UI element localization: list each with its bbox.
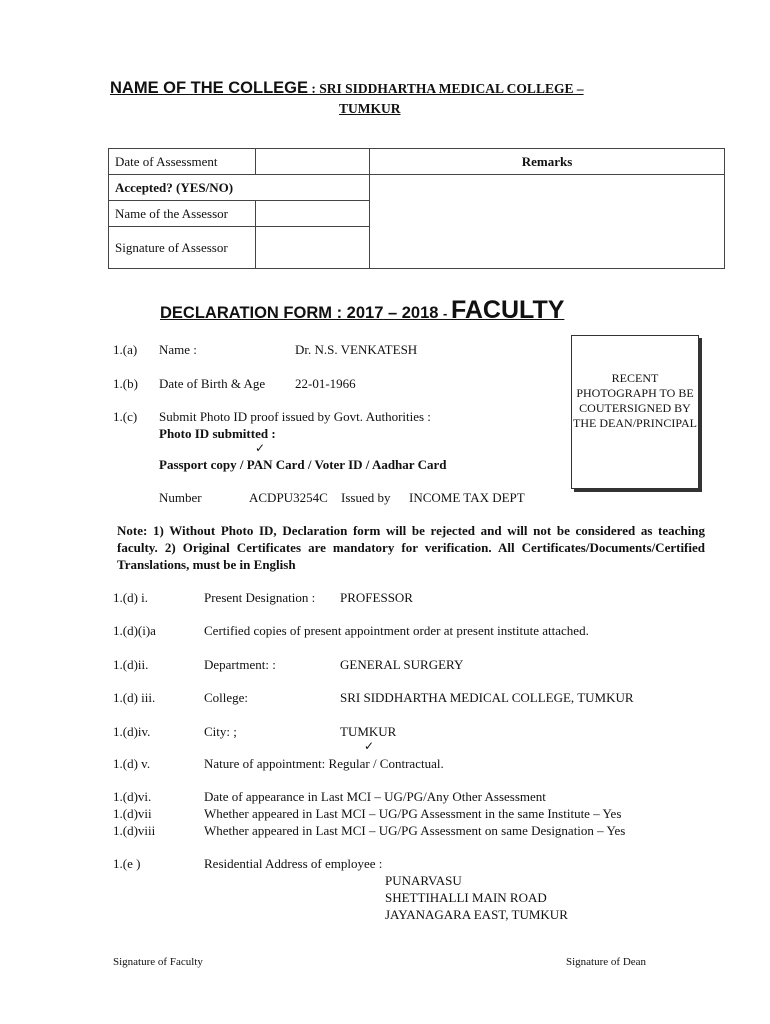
- college-header-city: TUMKUR: [339, 101, 401, 116]
- declaration-title-faculty: FACULTY: [450, 296, 565, 324]
- item-designation2-label: Whether appeared in Last MCI – UG/PG Assessment on same Designation – Yes: [204, 823, 626, 838]
- item-department-value: GENERAL SURGERY: [340, 657, 464, 672]
- field-dob-label: Date of Birth & Age: [159, 376, 266, 391]
- item-certified-label: Certified copies of present appointment order at present institute attached.: [204, 623, 589, 638]
- field-photoid-number-label: Number: [159, 490, 202, 505]
- assessment-label-date: Date of Assessment: [109, 149, 256, 175]
- item-designation-label: Present Designation :: [204, 590, 316, 605]
- college-header: [110, 79, 584, 98]
- remarks-header: Remarks: [370, 149, 725, 175]
- item-college-number: 1.(d) iii.: [113, 690, 156, 705]
- item-city-number: 1.(d)iv.: [113, 724, 151, 739]
- item-nature-number: 1.(d) v.: [113, 756, 151, 771]
- item-address-number: 1.(e ): [113, 856, 141, 871]
- field-name-value: Dr. N.S. VENKATESH: [295, 342, 418, 357]
- college-header-lead: NAME OF THE COLLEGE: [110, 79, 308, 97]
- item-college-label: College:: [204, 690, 249, 705]
- field-photoid-issued-label: Issued by: [341, 490, 391, 505]
- assessment-value-signature[interactable]: [256, 227, 370, 269]
- assessment-label-signature: Signature of Assessor: [109, 227, 256, 269]
- field-photoid-types: Passport copy / PAN Card / Voter ID / Aadhar Card: [159, 457, 447, 472]
- assessment-table: [108, 148, 725, 269]
- field-dob-number: 1.(b): [113, 376, 138, 391]
- item-institute-label: Whether appeared in Last MCI – UG/PG Assessment in the same Institute – Yes: [204, 806, 622, 821]
- item-designation-value: PROFESSOR: [340, 590, 413, 605]
- item-designation2-number: 1.(d)viii: [113, 823, 156, 838]
- field-photoid-label: Submit Photo ID proof issued by Govt. Authorities :: [159, 409, 431, 424]
- declaration-title-dash: -: [443, 306, 451, 321]
- item-city-value: TUMKUR: [340, 724, 397, 739]
- item-city-label: City: ;: [204, 724, 237, 739]
- check-icon: ✓: [255, 441, 266, 455]
- item-college-value: SRI SIDDHARTHA MEDICAL COLLEGE, TUMKUR: [340, 690, 634, 705]
- field-photoid-number: 1.(c): [113, 409, 138, 424]
- item-address-line2: SHETTIHALLI MAIN ROAD: [385, 890, 547, 905]
- assessment-label-accepted: Accepted? (YES/NO): [109, 175, 370, 201]
- photo-box: [571, 335, 699, 489]
- assessment-value-assessor[interactable]: [256, 201, 370, 227]
- item-department-number: 1.(d)ii.: [113, 657, 149, 672]
- field-photoid-submitted: Photo ID submitted :: [159, 426, 276, 441]
- field-photoid-number-value: ACDPU3254C: [249, 490, 328, 505]
- item-lastmci-number: 1.(d)vi.: [113, 789, 152, 804]
- item-designation-number: 1.(d) i.: [113, 590, 149, 605]
- declaration-title: [160, 296, 564, 325]
- item-department-label: Department: :: [204, 657, 276, 672]
- assessment-label-assessor: Name of the Assessor: [109, 201, 256, 227]
- item-certified-number: 1.(d)(i)a: [113, 623, 156, 638]
- assessment-value-date[interactable]: [256, 149, 370, 175]
- check-icon: ✓: [364, 739, 375, 753]
- note-text: Note: 1) Without Photo ID, Declaration form will be rejected and will not be considered as teaching faculty. 2) Original Certificates are mandatory for verification. All Certificates/Documents/Certified Translations, must be in English: [117, 523, 705, 572]
- field-name-label: Name :: [159, 342, 197, 357]
- item-address-line3: JAYANAGARA EAST, TUMKUR: [385, 907, 568, 922]
- field-name-number: 1.(a): [113, 342, 138, 357]
- item-address-label: Residential Address of employee :: [204, 856, 383, 871]
- faculty-signature-label: Signature of Faculty: [113, 956, 203, 968]
- field-photoid-issued-value: INCOME TAX DEPT: [409, 490, 525, 505]
- dean-signature-label: Signature of Dean: [566, 956, 647, 968]
- item-address-line1: PUNARVASU: [385, 873, 462, 888]
- item-lastmci-label: Date of appearance in Last MCI – UG/PG/Any Other Assessment: [204, 789, 546, 804]
- item-institute-number: 1.(d)vii: [113, 806, 152, 821]
- photo-box-text: RECENT PHOTOGRAPH TO BE COUTERSIGNED BY THE DEAN/PRINCIPAL: [573, 371, 697, 430]
- item-nature-label: Nature of appointment: Regular / Contractual.: [204, 756, 444, 771]
- field-dob-value: 22-01-1966: [295, 376, 356, 391]
- remarks-cell[interactable]: [370, 175, 725, 269]
- college-header-name: : SRI SIDDHARTHA MEDICAL COLLEGE –: [308, 81, 584, 96]
- declaration-title-part1: DECLARATION FORM : 2017: [160, 304, 384, 322]
- declaration-title-part2: – 2018: [383, 304, 444, 322]
